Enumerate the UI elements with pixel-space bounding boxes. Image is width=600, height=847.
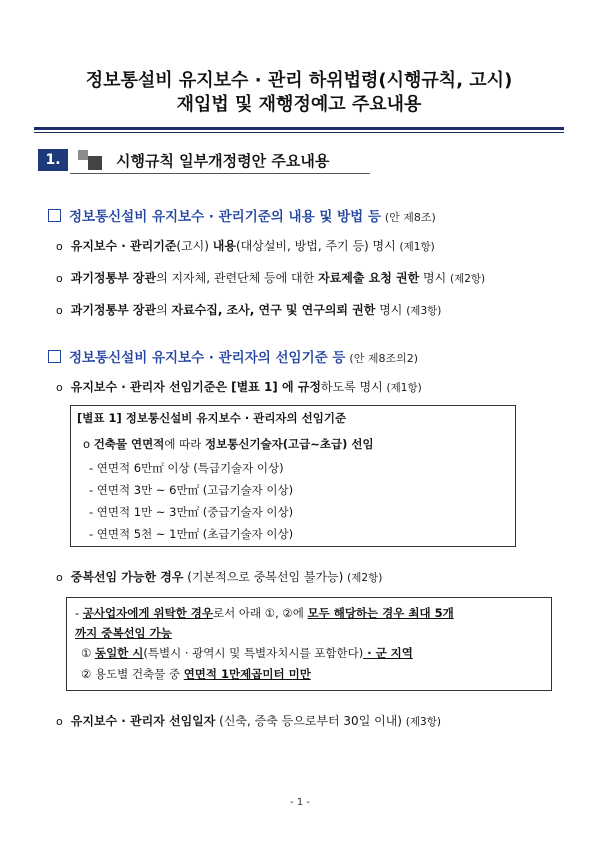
item-note: (제1항) — [399, 241, 435, 253]
block2-heading-text: 정보통신설비 유지보수 · 관리자의 선임기준 등 — [69, 350, 346, 366]
item-bold: 중복선임 가능한 경우 — [70, 570, 184, 584]
block1-item-2: o 과기정통부 장관의 지자체, 관련단체 등에 대한 자료제출 요청 권한 명시 (제2항) — [56, 271, 486, 285]
page-number: - 1 - — [290, 797, 310, 808]
appendix-header: [별표 1] 정보통신설비 유지보수 · 관리자의 선임기준 — [77, 411, 347, 425]
item-bold: 유지보수 · 관리자 선임기준은 [별표 1] 에 규정 — [70, 380, 321, 394]
block1-heading — [48, 205, 436, 225]
document-title — [34, 58, 564, 128]
item-text: 명시 — [375, 303, 403, 317]
item-note: (제2항) — [449, 273, 486, 285]
box-line-1 — [75, 605, 454, 621]
box-text: (특별시 · 광역시 및 특별자치시를 포함한다) — [143, 646, 364, 660]
appendix-table-box — [70, 405, 516, 547]
item-bold: 과기정통부 장관 — [70, 271, 157, 285]
item-bold: 내용 — [212, 239, 236, 253]
item-text: (기본적으로 중복선임 불가능) — [183, 570, 344, 584]
section-title: 시행규칙 일부개정령안 주요내용 — [116, 152, 330, 170]
block1-heading-note: (안 제8조) — [384, 211, 436, 224]
checkbox-square-icon — [48, 350, 61, 363]
appendix-row: - 연면적 3만 ~ 6만㎡ (고급기술자 이상) — [89, 483, 294, 497]
box-bold: 모두 해당하는 경우 최대 5개 — [307, 606, 454, 620]
box-text: ① — [81, 646, 95, 660]
item-note: (제3항) — [406, 305, 442, 317]
item-text: (고시) — [176, 239, 213, 253]
block1-item-3: o 과기정통부 장관의 자료수집, 조사, 연구 및 연구의뢰 권한 명시 (제3항) — [56, 303, 442, 317]
block2-item-2: o 중복선임 가능한 경우 (기본적으로 중복선임 불가능) (제2항) — [56, 570, 383, 584]
box-line-4 — [81, 666, 311, 682]
box-line-2: 까지 중복선임 가능 — [75, 626, 172, 640]
box-bold: 공사업자에게 위탁한 경우 — [82, 606, 214, 620]
duplicate-appointment-box — [66, 597, 552, 691]
item-note: (제2항) — [347, 572, 383, 584]
checkbox-square-icon — [48, 209, 61, 222]
appendix-row: - 연면적 1만 ~ 3만㎡ (중급기술자 이상) — [89, 505, 294, 519]
item-text: (대상설비, 방법, 주기 등) 명시 — [235, 239, 396, 253]
box-text: - — [75, 606, 83, 620]
block1-item-1: o 유지보수 · 관리기준(고시) 내용(대상설비, 방법, 주기 등) 명시 (제1항) — [56, 239, 435, 253]
section-number: 1. — [38, 149, 68, 171]
title-line-2: 재입법 및 재행정예고 주요내용 — [176, 94, 422, 115]
appendix-lead-bold: 정보통신기술자(고급~초급) 선임 — [205, 437, 374, 451]
block2-heading-note: (안 제8조의2) — [349, 352, 419, 365]
appendix-lead: o 건축물 연면적에 따라 정보통신기술자(고급~초급) 선임 — [83, 437, 374, 451]
item-text: (신축, 증축 등으로부터 30일 이내) — [215, 714, 402, 728]
box-bold: 동일한 시 — [94, 646, 144, 660]
item-note: (제1항) — [386, 382, 422, 394]
item-bold: 유지보수 · 관리자 선임일자 — [70, 714, 216, 728]
appendix-lead-text: 에 따라 — [164, 437, 206, 451]
box-text: ② 용도별 건축물 중 — [81, 667, 184, 681]
box-line-3 — [81, 645, 413, 661]
item-bold: 자료제출 요청 권한 — [318, 271, 420, 285]
appendix-row: - 연면적 6만㎡ 이상 (특급기술자 이상) — [89, 461, 284, 475]
block2-item-3: o 유지보수 · 관리자 선임일자 (신축, 증축 등으로부터 30일 이내) (제3항) — [56, 714, 441, 728]
item-bold: 자료수집, 조사, 연구 및 연구의뢰 권한 — [171, 303, 376, 317]
appendix-lead-bold: 건축물 연면적 — [93, 437, 165, 451]
block2-heading — [48, 346, 418, 366]
box-text: 로서 아래 ①, ②에 — [213, 606, 308, 620]
section-square-icon — [78, 150, 88, 160]
item-text: 의 지자체, 관련단체 등에 대한 — [156, 271, 319, 285]
item-text: 하도록 명시 — [320, 380, 383, 394]
block1-heading-text: 정보통신설비 유지보수 · 관리기준의 내용 및 방법 등 — [69, 209, 381, 225]
item-bold: 과기정통부 장관 — [70, 303, 157, 317]
title-rule-thick — [34, 127, 564, 130]
item-note: (제3항) — [405, 716, 441, 728]
section-underline — [70, 173, 370, 174]
item-text: 명시 — [419, 271, 447, 285]
title-line-1: 정보통설비 유지보수 · 관리 하위법령(시행규칙, 고시) — [85, 70, 513, 91]
item-bold: 유지보수 · 관리기준 — [70, 239, 177, 253]
section-square-icon — [88, 156, 102, 170]
item-text: 의 — [156, 303, 172, 317]
title-rule-thin — [34, 132, 564, 133]
appendix-row: - 연면적 5천 ~ 1만㎡ (초급기술자 이상) — [89, 527, 294, 541]
box-bold: · 군 지역 — [363, 646, 413, 660]
box-bold: 연면적 1만제곱미터 미만 — [183, 667, 311, 681]
block2-item-1: o 유지보수 · 관리자 선임기준은 [별표 1] 에 규정하도록 명시 (제1항) — [56, 380, 422, 394]
